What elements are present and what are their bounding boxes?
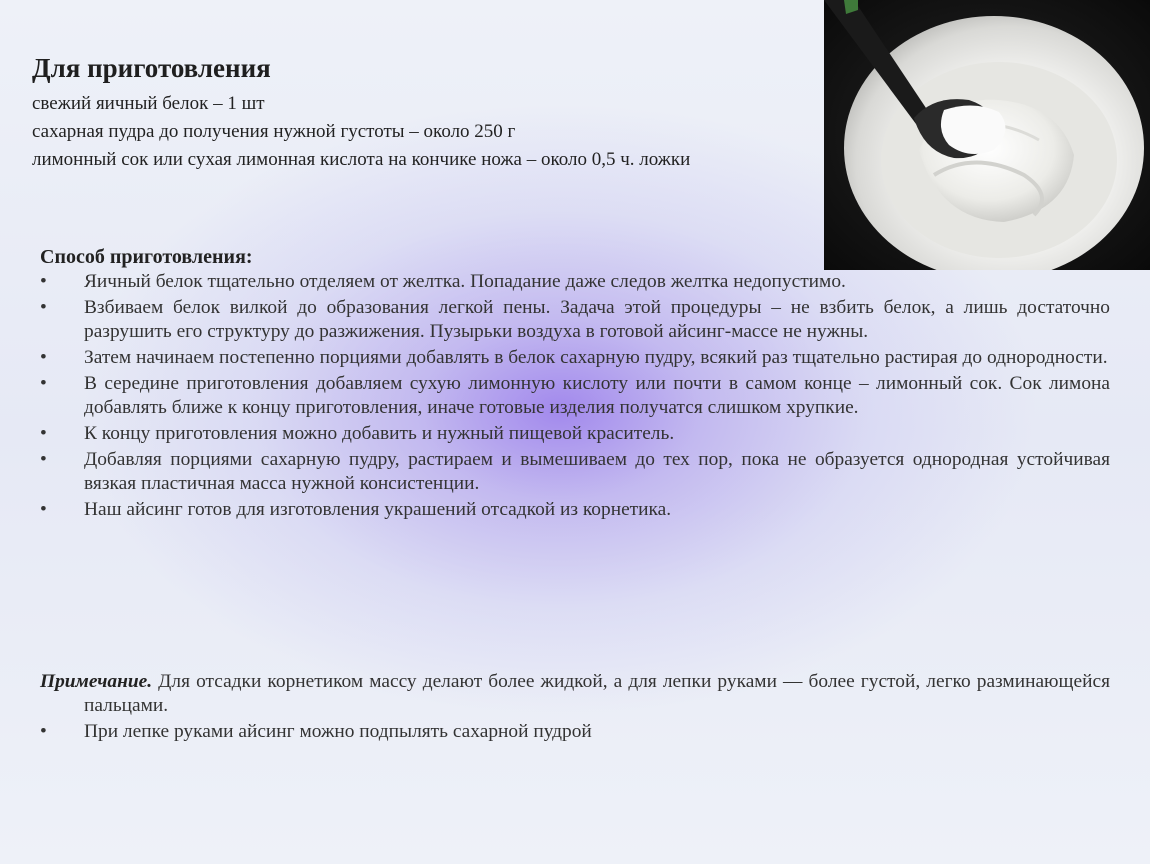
step-text: В середине приготовления добавляем сухую лимонную кислоту или почти в самом конце – лимонный сок. Сок лимона добавлять ближе к концу приготовления, иначе готовые изделия получатся слишком хрупкие. xyxy=(84,373,1110,418)
list-item xyxy=(40,720,1110,744)
method-title: Способ приготовления: xyxy=(40,246,253,268)
list-item xyxy=(40,498,1110,522)
ingredient-egg-white: свежий яичный белок – 1 шт xyxy=(32,93,265,114)
icing-bowl-photo xyxy=(824,0,1150,270)
note-text: Для отсадки корнетиком массу делают более жидкой, а для лепки руками — более густой, легко разминающейся пальцами. xyxy=(84,671,1110,716)
note-list xyxy=(40,720,1110,744)
bullet: • xyxy=(40,721,47,742)
method-block xyxy=(40,244,1110,524)
bullet: • xyxy=(40,499,47,520)
ingredients-title: Для приготовления xyxy=(32,53,271,83)
list-item xyxy=(40,448,1110,496)
list-item xyxy=(40,270,1110,294)
step-text: Добавляя порциями сахарную пудру, растираем и вымешиваем до тех пор, пока не образуется однородная устойчивая вязкая пластичная масса нужной консистенции. xyxy=(84,449,1110,494)
note-block xyxy=(40,670,1110,746)
list-item xyxy=(40,372,1110,420)
note-label: Примечание. xyxy=(40,671,153,692)
bullet: • xyxy=(40,271,47,292)
method-steps-list xyxy=(40,270,1110,522)
ingredient-powdered-sugar: сахарная пудра до получения нужной густоты – около 250 г xyxy=(32,121,516,142)
step-text: Яичный белок тщательно отделяем от желтка. Попадание даже следов желтка недопустимо. xyxy=(84,271,846,292)
icing-bowl-illustration xyxy=(824,0,1150,270)
note-paragraph xyxy=(40,670,1110,718)
bullet: • xyxy=(40,297,47,318)
step-text: Взбиваем белок вилкой до образования легкой пены. Задача этой процедуры – не взбить белок, а лишь достаточно разрушить его структуру до разжижения. Пузырьки воздуха в готовой айсинг-массе не нужны. xyxy=(84,297,1110,342)
list-item xyxy=(40,422,1110,446)
bullet: • xyxy=(40,449,47,470)
bullet: • xyxy=(40,373,47,394)
step-text: Затем начинаем постепенно порциями добавлять в белок сахарную пудру, всякий раз тщательно растирая до однородности. xyxy=(84,347,1108,368)
list-item xyxy=(40,296,1110,344)
step-text: К концу приготовления можно добавить и нужный пищевой краситель. xyxy=(84,423,675,444)
note-extra-text: При лепке руками айсинг можно подпылять сахарной пудрой xyxy=(84,721,592,742)
bullet: • xyxy=(40,423,47,444)
ingredients-block xyxy=(32,50,822,174)
ingredient-lemon: лимонный сок или сухая лимонная кислота на кончике ножа – около 0,5 ч. ложки xyxy=(32,149,691,170)
step-text: Наш айсинг готов для изготовления украшений отсадкой из корнетика. xyxy=(84,499,672,520)
list-item xyxy=(40,346,1110,370)
bullet: • xyxy=(40,347,47,368)
